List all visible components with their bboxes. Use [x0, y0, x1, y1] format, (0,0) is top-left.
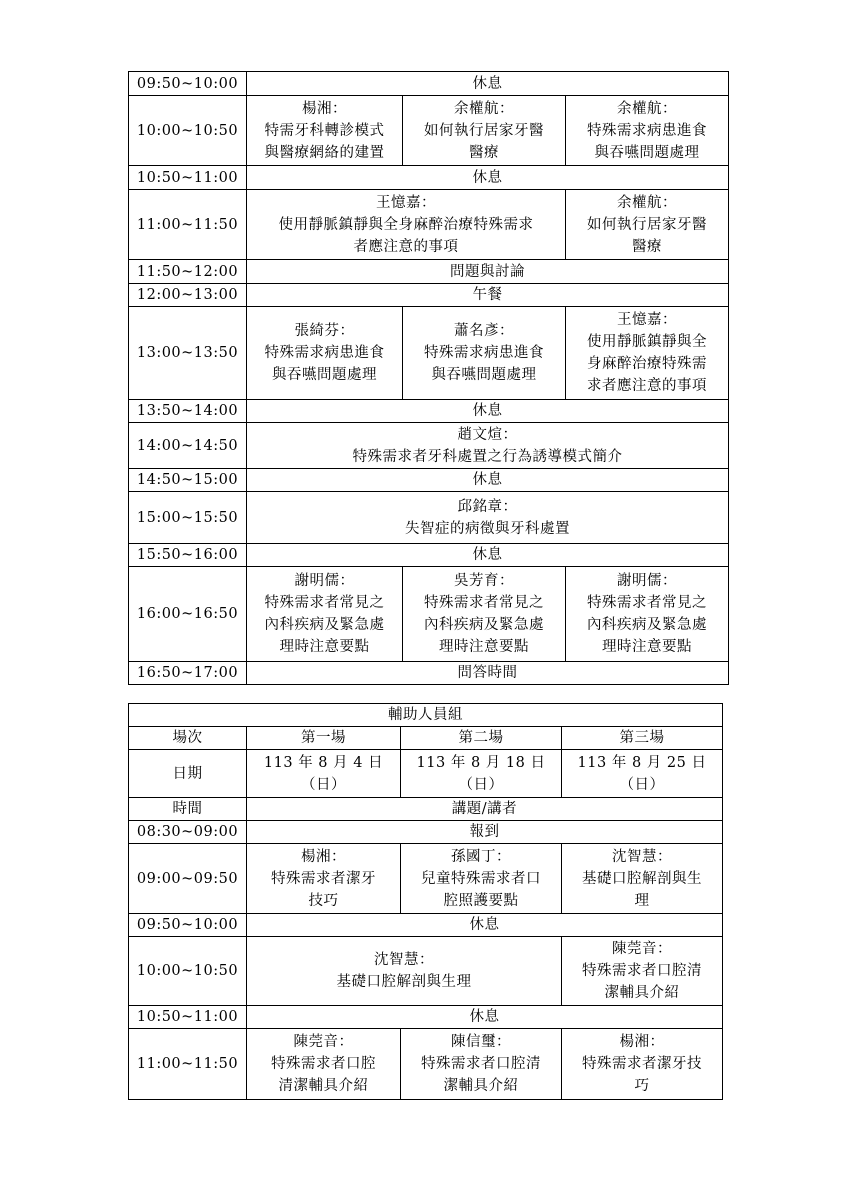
table-row [129, 190, 729, 260]
schedule-table-bottom [128, 703, 723, 1100]
topic-cell: 休息 [247, 544, 729, 567]
topic-cell: 休息 [247, 166, 729, 190]
table-row [129, 662, 729, 685]
table-row [129, 260, 729, 284]
session-header: 第一場 [247, 727, 401, 750]
topic-cell: 孫國丁： 兒童特殊需求者口 腔照護要點 [401, 844, 562, 914]
topic-cell: 楊湘： 特需牙科轉診模式 與醫療網絡的建置 [247, 96, 403, 166]
table-row [129, 544, 729, 567]
topic-cell: 陳信璽： 特殊需求者口腔清 潔輔具介紹 [401, 1029, 562, 1100]
topic-cell: 問題與討論 [247, 260, 729, 284]
session-header: 第二場 [401, 727, 562, 750]
topic-cell: 王憶嘉： 使用靜脈鎮靜與全 身麻醉治療特殊需 求者應注意的事項 [566, 307, 729, 400]
topic-cell: 趙文煊： 特殊需求者牙科處置之行為誘導模式簡介 [247, 423, 729, 469]
table-row [129, 166, 729, 190]
time-cell: 11:00~11:50 [129, 1029, 247, 1100]
time-cell: 14:50~15:00 [129, 469, 247, 492]
topic-cell: 休息 [247, 469, 729, 492]
column-header-row [129, 798, 723, 821]
time-cell: 10:50~11:00 [129, 1006, 247, 1029]
topic-cell: 楊湘： 特殊需求者潔牙 技巧 [247, 844, 401, 914]
topic-cell: 沈智慧： 基礎口腔解剖與生理 [247, 937, 562, 1006]
table-row [129, 937, 723, 1006]
table-row [129, 567, 729, 662]
schedule-table-top [128, 71, 729, 685]
session-date: 113 年 8 月 25 日 （日） [562, 750, 723, 798]
table-title-row [129, 704, 723, 727]
topic-cell: 沈智慧： 基礎口腔解剖與生 理 [562, 844, 723, 914]
topic-cell: 余權航： 如何執行居家牙醫 醫療 [566, 190, 729, 260]
topic-cell: 王憶嘉： 使用靜脈鎮靜與全身麻醉治療特殊需求 者應注意的事項 [247, 190, 566, 260]
topic-cell: 陳莞音： 特殊需求者口腔 清潔輔具介紹 [247, 1029, 401, 1100]
topic-cell: 休息 [247, 400, 729, 423]
time-cell: 11:50~12:00 [129, 260, 247, 284]
table-row [129, 1006, 723, 1029]
table-row [129, 1029, 723, 1100]
session-date: 113 年 8 月 18 日 （日） [401, 750, 562, 798]
date-label: 日期 [129, 750, 247, 798]
time-cell: 08:30~09:00 [129, 821, 247, 844]
table-row [129, 844, 723, 914]
topic-cell: 張綺芬： 特殊需求病患進食 與吞嚥問題處理 [247, 307, 403, 400]
session-header: 第三場 [562, 727, 723, 750]
topic-cell: 問答時間 [247, 662, 729, 685]
time-cell: 16:00~16:50 [129, 567, 247, 662]
session-label: 場次 [129, 727, 247, 750]
topic-cell: 休息 [247, 914, 723, 937]
topic-cell: 謝明儒： 特殊需求者常見之 內科疾病及緊急處 理時注意要點 [247, 567, 403, 662]
time-cell: 15:00~15:50 [129, 492, 247, 544]
table-row [129, 423, 729, 469]
table-row [129, 914, 723, 937]
table-row [129, 307, 729, 400]
topic-cell: 休息 [247, 72, 729, 96]
session-header-row [129, 727, 723, 750]
time-cell: 16:50~17:00 [129, 662, 247, 685]
session-date: 113 年 8 月 4 日 （日） [247, 750, 401, 798]
time-cell: 09:00~09:50 [129, 844, 247, 914]
table-row [129, 821, 723, 844]
topic-cell: 余權航： 如何執行居家牙醫 醫療 [403, 96, 566, 166]
table-row [129, 96, 729, 166]
topic-cell: 謝明儒： 特殊需求者常見之 內科疾病及緊急處 理時注意要點 [566, 567, 729, 662]
topic-cell: 楊湘： 特殊需求者潔牙技 巧 [562, 1029, 723, 1100]
table-row [129, 469, 729, 492]
topic-cell: 吳芳育： 特殊需求者常見之 內科疾病及緊急處 理時注意要點 [403, 567, 566, 662]
topic-label: 講題/講者 [247, 798, 723, 821]
time-cell: 09:50~10:00 [129, 72, 247, 96]
topic-cell: 蕭名彥： 特殊需求病患進食 與吞嚥問題處理 [403, 307, 566, 400]
topic-cell: 余權航： 特殊需求病患進食 與吞嚥問題處理 [566, 96, 729, 166]
table-row [129, 284, 729, 307]
topic-cell: 休息 [247, 1006, 723, 1029]
topic-cell: 陳莞音： 特殊需求者口腔清 潔輔具介紹 [562, 937, 723, 1006]
time-cell: 09:50~10:00 [129, 914, 247, 937]
time-cell: 10:00~10:50 [129, 96, 247, 166]
time-cell: 12:00~13:00 [129, 284, 247, 307]
topic-cell: 邱銘章： 失智症的病徵與牙科處置 [247, 492, 729, 544]
table-row [129, 492, 729, 544]
topic-cell: 報到 [247, 821, 723, 844]
time-cell: 10:50~11:00 [129, 166, 247, 190]
time-cell: 11:00~11:50 [129, 190, 247, 260]
table-row [129, 400, 729, 423]
topic-cell: 午餐 [247, 284, 729, 307]
time-cell: 14:00~14:50 [129, 423, 247, 469]
time-label: 時間 [129, 798, 247, 821]
date-row [129, 750, 723, 798]
time-cell: 15:50~16:00 [129, 544, 247, 567]
time-cell: 13:00~13:50 [129, 307, 247, 400]
table-row [129, 72, 729, 96]
time-cell: 13:50~14:00 [129, 400, 247, 423]
table-title: 輔助人員組 [129, 704, 723, 727]
time-cell: 10:00~10:50 [129, 937, 247, 1006]
